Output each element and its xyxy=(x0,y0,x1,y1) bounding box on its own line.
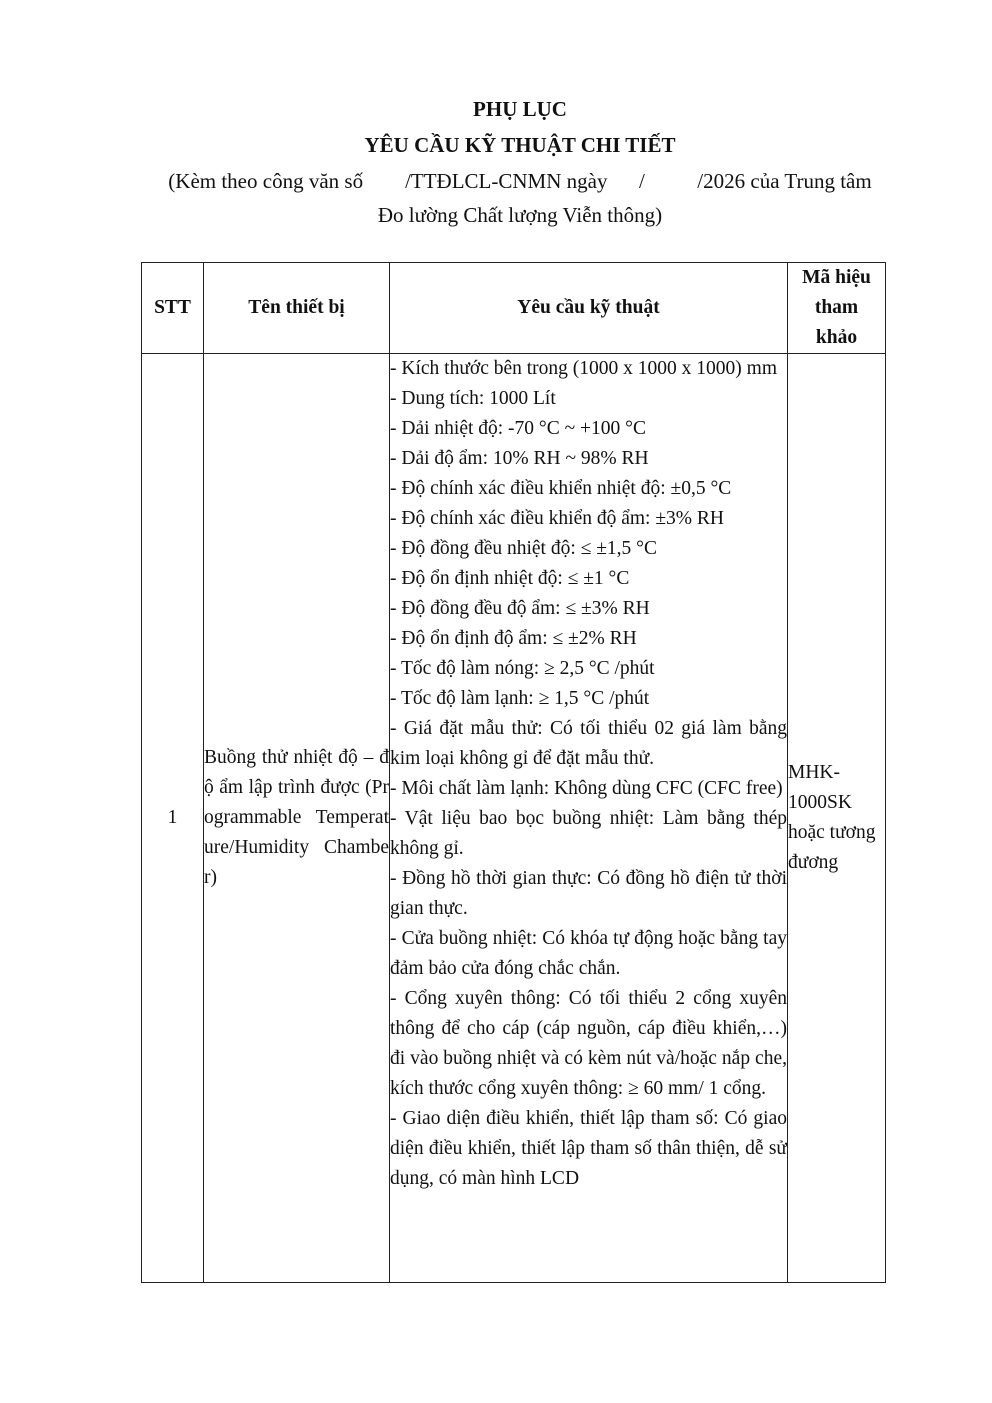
column-header-device-name: Tên thiết bị xyxy=(204,263,390,354)
table-row xyxy=(142,354,886,1283)
requirement-item: - Vật liệu bao bọc buồng nhiệt: Làm bằng thép không gỉ. xyxy=(390,808,787,859)
device-name: Buồng thử nhiệt độ – độ ẩm lập trình được (Programmable Temperature/Humidity Chamber) xyxy=(204,354,390,1283)
document-heading: YÊU CẦU KỸ THUẬT CHI TIẾT xyxy=(364,133,676,157)
requirement-item: - Độ chính xác điều khiển độ ẩm: ±3% RH xyxy=(390,508,725,529)
appendix-title: PHỤ LỤC xyxy=(473,97,567,121)
subtitle-reference: (Kèm theo công văn số /TTĐLCL-CNMN ngày / /2026 của Trung tâm xyxy=(168,169,872,193)
requirement-item: - Dải nhiệt độ: -70 °C ~ +100 °C xyxy=(390,418,646,439)
requirement-item: - Độ chính xác điều khiển nhiệt độ: ±0,5 °C xyxy=(390,478,732,499)
table-header-row xyxy=(142,263,886,354)
requirement-item: - Dung tích: 1000 Lít xyxy=(390,388,556,409)
column-header-requirements: Yêu cầu kỹ thuật xyxy=(390,263,788,354)
requirement-item: - Giá đặt mẫu thử: Có tối thiểu 02 giá làm bằng kim loại không gỉ để đặt mẫu thử. xyxy=(390,718,787,769)
requirement-item: - Đồng hồ thời gian thực: Có đồng hồ điện tử thời gian thực. xyxy=(390,868,787,919)
requirement-item: - Kích thước bên trong (1000 x 1000 x 1000) mm xyxy=(390,358,777,379)
requirement-item: - Cổng xuyên thông: Có tối thiểu 2 cổng xuyên thông để cho cáp (cáp nguồn, cáp điều khiển,…) đi vào buồng nhiệt và có kèm nút và/hoặc nắp che, kích thước cổng xuyên thông: ≥ 60 mm/ 1 cổng. xyxy=(390,988,787,1099)
technical-requirements xyxy=(390,354,788,1283)
requirement-item: - Môi chất làm lạnh: Không dùng CFC (CFC free) xyxy=(390,778,783,799)
requirement-item: - Độ ổn định nhiệt độ: ≤ ±1 °C xyxy=(390,568,630,589)
requirement-item: - Giao diện điều khiển, thiết lập tham số: Có giao diện điều khiển, thiết lập tham số thân thiện, dễ sử dụng, có màn hình LCD xyxy=(390,1108,787,1189)
requirements-table xyxy=(141,262,886,1283)
column-header-stt: STT xyxy=(142,263,204,354)
requirement-item: - Cửa buồng nhiệt: Có khóa tự động hoặc bằng tay đảm bảo cửa đóng chắc chắn. xyxy=(390,928,787,979)
subtitle-organization: Đo lường Chất lượng Viễn thông) xyxy=(377,203,663,227)
reference-code: MHK-1000SK hoặc tương đương xyxy=(788,354,886,1283)
requirement-item: - Độ đồng đều độ ẩm: ≤ ±3% RH xyxy=(390,598,650,619)
requirement-item: - Tốc độ làm nóng: ≥ 2,5 °C /phút xyxy=(390,658,655,679)
row-number: 1 xyxy=(142,354,204,1283)
requirement-item: - Dải độ ẩm: 10% RH ~ 98% RH xyxy=(390,448,649,469)
requirement-item: - Tốc độ làm lạnh: ≥ 1,5 °C /phút xyxy=(390,688,650,709)
requirement-item: - Độ ổn định độ ẩm: ≤ ±2% RH xyxy=(390,628,637,649)
column-header-reference-code: Mã hiệu tham khảo xyxy=(788,263,886,354)
requirements-list xyxy=(390,354,787,1282)
requirement-item: - Độ đồng đều nhiệt độ: ≤ ±1,5 °C xyxy=(390,538,657,559)
